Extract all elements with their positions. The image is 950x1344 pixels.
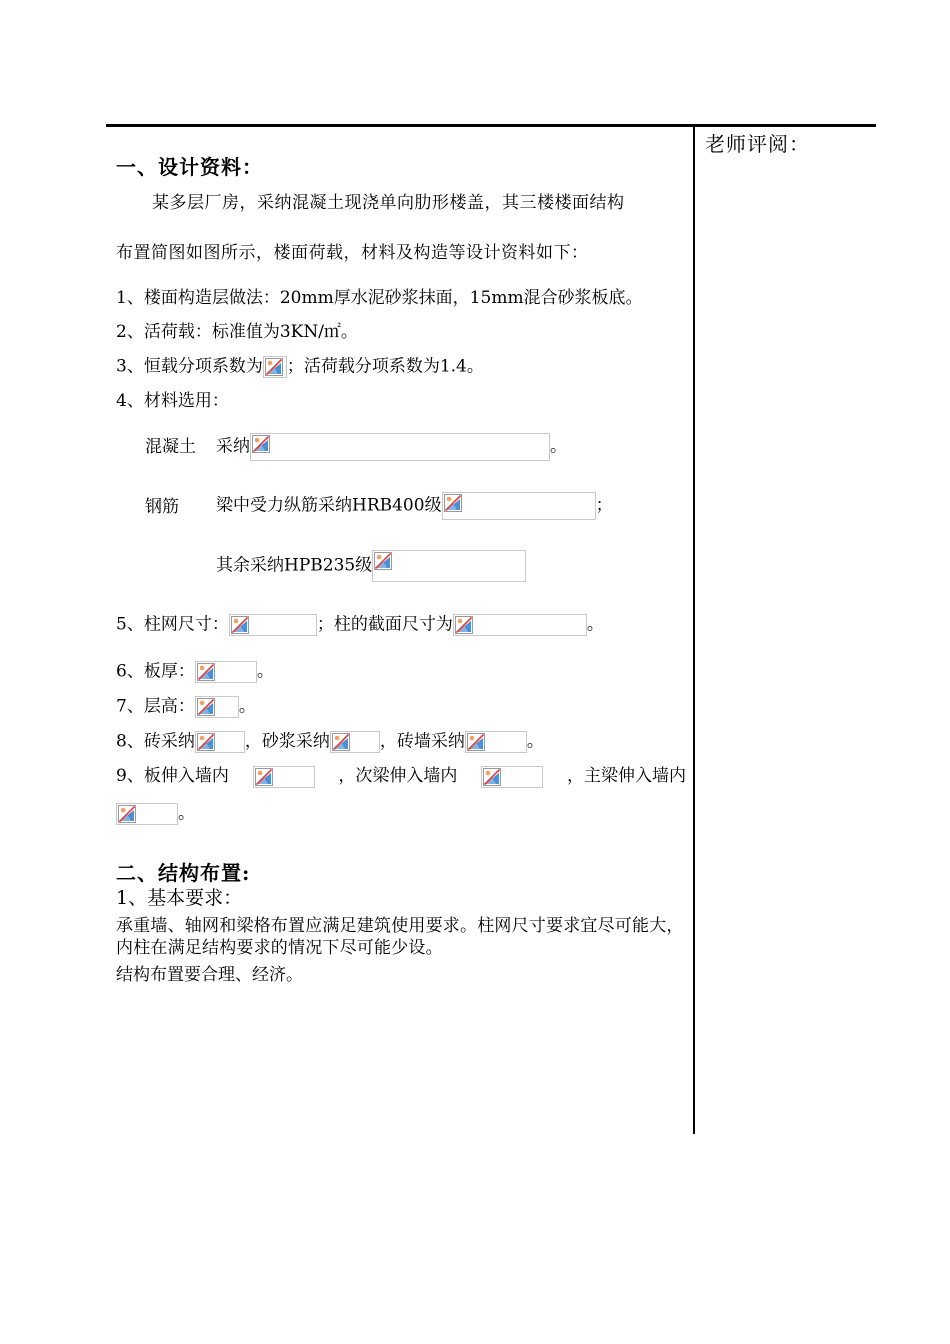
concrete-text: 采纳 xyxy=(216,436,250,457)
concrete-row xyxy=(216,433,567,461)
concrete-end: 。 xyxy=(550,436,567,457)
review-column-divider xyxy=(693,124,695,1134)
section2-para1: 承重墙、轴网和梁格布置应满足建筑使用要求。柱网尺寸要求宜尽可能大，内柱在满足结构要求的情况下尽可能少设。 xyxy=(116,916,684,958)
item4: 4、材料选用： xyxy=(116,391,229,411)
teacher-review-label: 老师评阅： xyxy=(705,132,810,156)
item6-end: 。 xyxy=(256,661,274,682)
placeholder-column-grid xyxy=(229,614,317,636)
item3-pre: 3、恒载分项系数为 xyxy=(116,356,263,377)
broken-image-icon xyxy=(444,494,462,512)
item3-post: ；活荷载分项系数为1.4。 xyxy=(286,356,484,377)
placeholder-concrete-grade xyxy=(250,433,550,461)
item9-continued xyxy=(116,803,195,825)
item7 xyxy=(116,696,256,718)
item6-pre: 6、板厚： xyxy=(116,661,195,682)
section2-heading: 二、结构布置: xyxy=(116,861,251,885)
item2: 2、活荷载：标准值为3KN/㎡。 xyxy=(116,322,358,342)
item8-pre: 8、砖采纳 xyxy=(116,731,195,752)
broken-image-icon xyxy=(118,805,136,823)
item3 xyxy=(116,356,484,378)
placeholder-other-rebar xyxy=(372,550,526,582)
steel-row xyxy=(216,492,613,520)
placeholder-main-beam-bearing xyxy=(116,803,178,825)
item9-end: 。 xyxy=(178,803,195,824)
placeholder-brick xyxy=(195,731,245,753)
placeholder-column-section xyxy=(453,614,587,636)
steel-text: 梁中受力纵筋采纳HRB400级 xyxy=(216,495,442,516)
section2-sub1: 1、基本要求： xyxy=(116,887,243,909)
broken-image-icon xyxy=(255,768,273,786)
item5 xyxy=(116,614,604,636)
steel-label: 钢筋 xyxy=(145,497,179,517)
broken-image-icon xyxy=(197,698,215,716)
top-rule xyxy=(106,124,876,127)
placeholder-dead-load-factor xyxy=(263,356,287,378)
broken-image-icon xyxy=(483,768,501,786)
item8-mid2: ，砖墙采纳 xyxy=(379,731,465,752)
placeholder-brick-wall xyxy=(465,731,527,753)
placeholder-mortar xyxy=(330,731,380,753)
placeholder-slab-thickness xyxy=(195,661,257,683)
broken-image-icon xyxy=(197,733,215,751)
broken-image-icon xyxy=(467,733,485,751)
item7-end: 。 xyxy=(238,696,256,717)
section2-para2: 结构布置要合理、经济。 xyxy=(116,965,303,985)
intro-line2: 布置简图如图所示，楼面荷载，材料及构造等设计资料如下： xyxy=(116,243,589,263)
item5-end: 。 xyxy=(586,614,604,635)
section1-heading: 一、设计资料： xyxy=(116,155,263,179)
item9-b: ，次梁伸入墙内 xyxy=(338,766,458,786)
item5-mid: ；柱的截面尺寸为 xyxy=(316,614,453,635)
placeholder-floor-height xyxy=(195,696,239,718)
broken-image-icon xyxy=(332,733,350,751)
item8 xyxy=(116,731,544,753)
broken-image-icon xyxy=(252,435,270,453)
placeholder-slab-bearing xyxy=(253,766,315,788)
other-rebar-row xyxy=(216,550,526,582)
item8-end: 。 xyxy=(526,731,544,752)
placeholder-secondary-beam-bearing xyxy=(481,766,543,788)
concrete-label: 混凝土 xyxy=(145,437,196,457)
other-text: 其余采纳HPB235级 xyxy=(216,555,373,576)
item1: 1、楼面构造层做法：20mm厚水泥砂浆抹面，15mm混合砂浆板底。 xyxy=(116,288,643,308)
intro-line1: 某多层厂房，采纳混凝土现浇单向肋形楼盖，其三楼楼面结构 xyxy=(152,193,625,213)
item7-pre: 7、层高： xyxy=(116,696,195,717)
placeholder-main-rebar xyxy=(442,492,596,520)
broken-image-icon xyxy=(265,358,283,376)
item9-c: ，主梁伸入墙内 xyxy=(566,766,686,786)
broken-image-icon xyxy=(374,552,392,570)
broken-image-icon xyxy=(231,616,249,634)
item9 xyxy=(116,766,686,788)
item9-a: 9、板伸入墙内 xyxy=(116,766,229,786)
item6 xyxy=(116,661,274,683)
item8-mid1: ，砂浆采纳 xyxy=(244,731,330,752)
item5-pre: 5、柱网尺寸： xyxy=(116,614,229,635)
broken-image-icon xyxy=(455,616,473,634)
broken-image-icon xyxy=(197,663,215,681)
steel-end: ； xyxy=(595,495,613,516)
